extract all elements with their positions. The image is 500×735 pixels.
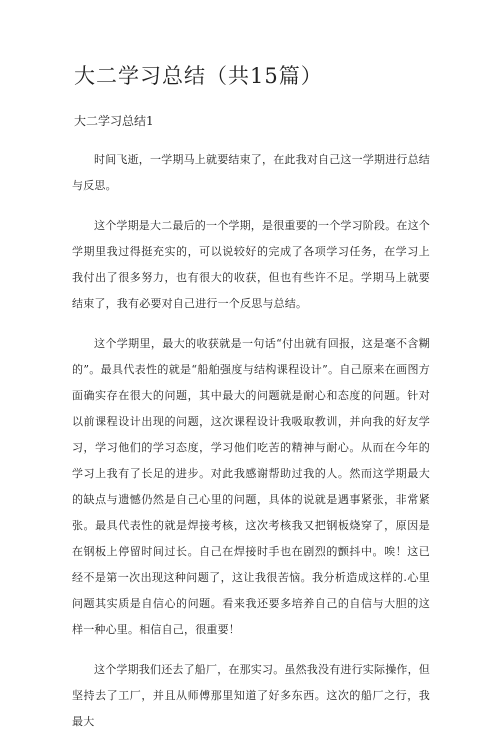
section-heading: 大二学习总结1 — [74, 114, 154, 128]
paragraph-2: 这个学期是大二最后的一个学期，是很重要的一个学习阶段。在这个学期里我过得挺充实的，可以说较好的完成了各项学习任务，在学习上我付出了很多努力，也有很大的收获，但也有些许不足。学期马上就要结束了，我有必要对自己进行一个反思与总结。 — [72, 219, 430, 310]
document-title: 大二学习总结（共15篇） — [74, 64, 323, 88]
paragraph-3: 这个学期里，最大的收获就是一句话“付出就有回报，这是毫不含糊的”。最具代表性的就是“船舶强度与结构课程设计”。自己原来在画图方面确实存在很大的问题，其中最大的问题就是耐心和态度的问题。针对以前课程设计出现的问题，这次课程设计我吸取教训，并向我的好友学习，学习他们的学习态度，学习他们吃苦的精神与耐心。从而在今年的学习上我有了长足的进步。对此我感谢帮助过我的人。然而这学期最大的缺点与遗憾仍然是自己心里的问题，具体的说就是遇事紧张，非常紧张。最具代表性的就是焊接考核，这次考核我又把钢板烧穿了，原因是在钢板上停留时间过长。自己在焊接时手也在剧烈的颤抖中。唉！这已经不是第一次出现这种问题了，这让我很苦恼。我分析造成这样的.心里问题其实质是自信心的问题。看来我还要多培养自己的自信与大胆的这样一种心里。相信自己，很重要！ — [72, 337, 430, 636]
paragraph-1: 时间飞逝，一学期马上就要结束了，在此我对自己这一学期进行总结与反思。 — [72, 153, 430, 192]
paragraph-4: 这个学期我们还去了船厂，在那实习。虽然我没有进行实际操作，但坚持去了工厂，并且从师傅那里知道了好多东西。这次的船厂之行，我最大 — [72, 663, 430, 728]
